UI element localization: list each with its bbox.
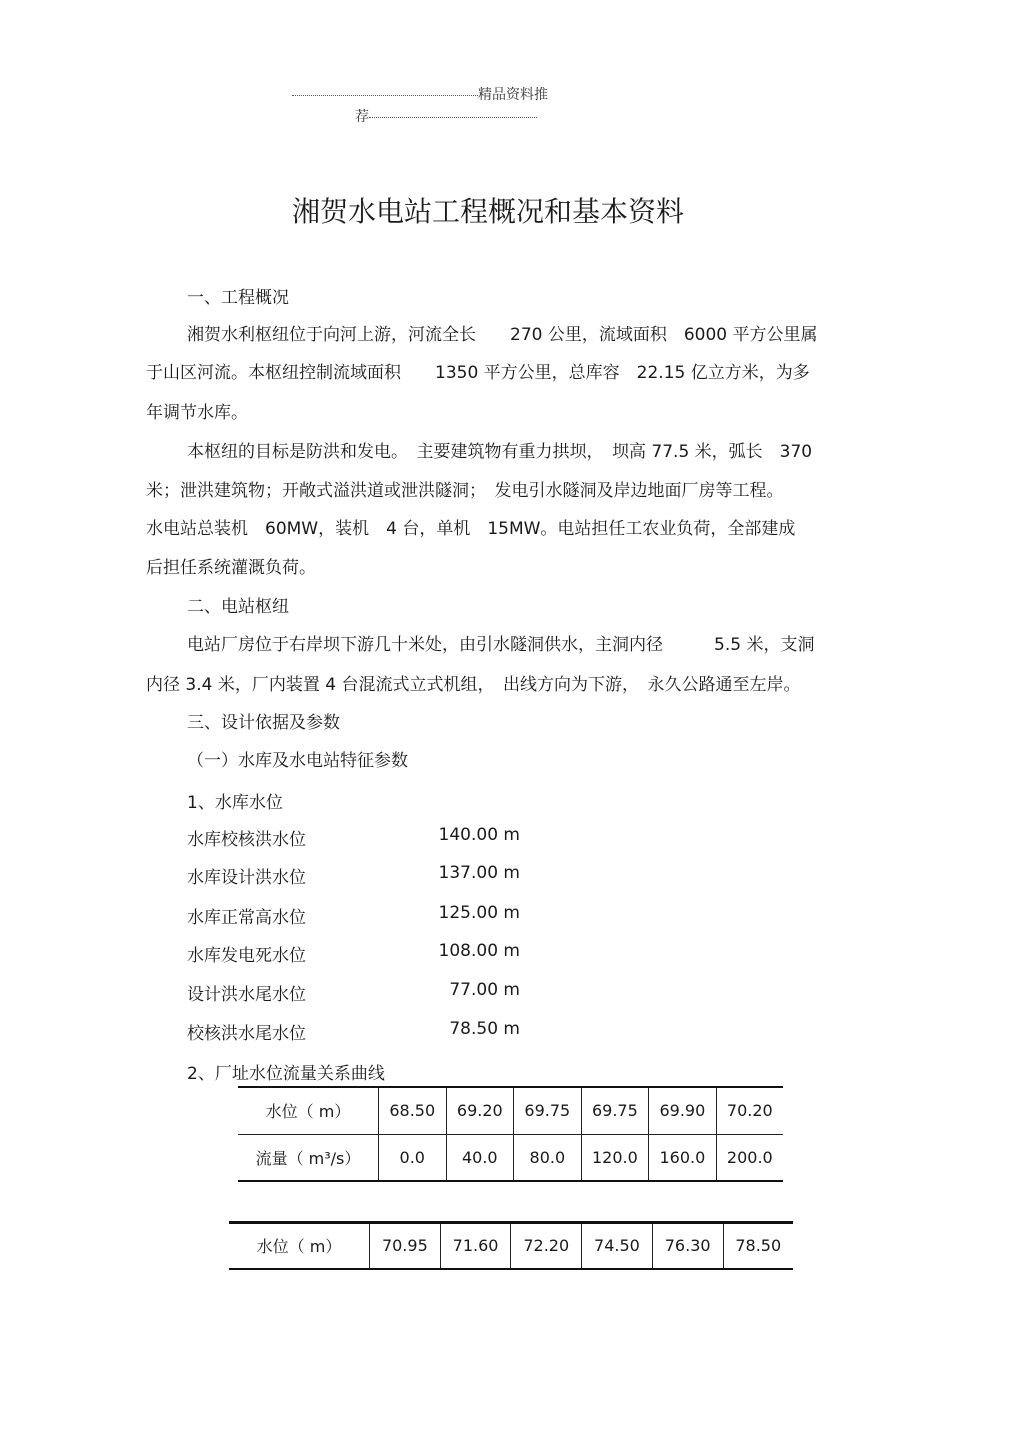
table-cell: 80.0 bbox=[514, 1134, 582, 1181]
table-cell: 76.30 bbox=[652, 1223, 723, 1269]
table-cell: 70.95 bbox=[370, 1223, 441, 1269]
water-level-label: 设计洪水尾水位 bbox=[187, 985, 306, 1005]
table-cell: 200.0 bbox=[716, 1134, 783, 1181]
section-1-para-1-line-3: 年调节水库。 bbox=[146, 403, 248, 423]
page-header-line1 bbox=[292, 84, 548, 104]
table-cell: 69.90 bbox=[649, 1087, 717, 1134]
section-1-para-2-line-4: 后担任系统灌溉负荷。 bbox=[146, 558, 316, 578]
table-row bbox=[238, 1087, 783, 1134]
header-dots-right bbox=[369, 117, 537, 118]
reservoir-level-heading: 1、水库水位 bbox=[187, 793, 283, 813]
water-level-value: 125.00 m bbox=[438, 903, 520, 923]
table-cell: 69.75 bbox=[514, 1087, 582, 1134]
water-level-label: 水库设计洪水位 bbox=[187, 868, 306, 888]
section-1-para-2-line-2: 米；泄洪建筑物；开敞式溢洪道或泄洪隧洞； 发电引水隧洞及岸边地面厂房等工程。 bbox=[146, 481, 784, 501]
table-cell: 71.60 bbox=[440, 1223, 511, 1269]
table-cell: 69.20 bbox=[446, 1087, 514, 1134]
section-1-para-1-line-2: 于山区河流。本枢纽控制流域面积 1350 平方公里，总库容 22.15 亿立方米，为多 bbox=[146, 363, 810, 383]
table-row-label: 水位（ m） bbox=[229, 1223, 370, 1269]
water-level-label: 校核洪水尾水位 bbox=[187, 1024, 306, 1044]
table-cell: 72.20 bbox=[511, 1223, 582, 1269]
table-row-label: 水位（ m） bbox=[238, 1087, 379, 1134]
water-level-value: 78.50 m bbox=[449, 1019, 520, 1039]
table-cell: 40.0 bbox=[446, 1134, 514, 1181]
section-2-para-line-2: 内径 3.4 米，厂内装置 4 台混流式立式机组， 出线方向为下游， 永久公路通至左岸。 bbox=[146, 675, 801, 695]
water-level-value: 137.00 m bbox=[438, 863, 520, 883]
table-cell: 69.75 bbox=[581, 1087, 649, 1134]
table-cell: 74.50 bbox=[582, 1223, 653, 1269]
header-dots-left bbox=[292, 95, 478, 96]
document-title: 湘贺水电站工程概况和基本资料 bbox=[291, 195, 684, 228]
table-row bbox=[238, 1134, 783, 1181]
water-level-label: 水库发电死水位 bbox=[187, 946, 306, 966]
table-cell: 120.0 bbox=[581, 1134, 649, 1181]
section-1-para-2-line-1: 本枢纽的目标是防洪和发电。 主要建筑物有重力拱坝， 坝高 77.5 米，弧长 370 bbox=[187, 442, 813, 462]
table-cell: 70.20 bbox=[716, 1087, 783, 1134]
water-level-value: 77.00 m bbox=[449, 980, 520, 1000]
section-1-para-2-line-3: 水电站总装机 60MW，装机 4 台，单机 15MW。电站担任工农业负荷，全部建成 bbox=[146, 519, 796, 539]
table-row-label: 流量（ m³/s） bbox=[238, 1134, 379, 1181]
section-1-para-1-line-1: 湘贺水利枢纽位于向河上游，河流全长 270 公里，流域面积 6000 平方公里属 bbox=[187, 325, 818, 345]
table-cell: 68.50 bbox=[379, 1087, 447, 1134]
stage-discharge-table-1 bbox=[238, 1086, 783, 1182]
section-2-heading: 二、电站枢纽 bbox=[187, 597, 289, 617]
water-level-value: 108.00 m bbox=[438, 941, 520, 961]
table-cell: 0.0 bbox=[379, 1134, 447, 1181]
water-level-label: 水库正常高水位 bbox=[187, 908, 306, 928]
header-text-2: 荐 bbox=[355, 109, 369, 125]
stage-discharge-table-2 bbox=[229, 1221, 793, 1270]
table-cell: 78.50 bbox=[723, 1223, 793, 1269]
table-row bbox=[229, 1223, 793, 1269]
page-header-line2 bbox=[355, 106, 537, 126]
section-2-para-line-1: 电站厂房位于右岸坝下游几十米处，由引水隧洞供水，主洞内径 5.5 米，支洞 bbox=[187, 635, 815, 655]
header-text-1: 精品资料推 bbox=[478, 87, 548, 103]
stage-discharge-heading: 2、厂址水位流量关系曲线 bbox=[187, 1064, 385, 1084]
table-cell: 160.0 bbox=[649, 1134, 717, 1181]
water-level-value: 140.00 m bbox=[438, 825, 520, 845]
section-1-heading: 一、工程概况 bbox=[187, 288, 289, 308]
water-level-label: 水库校核洪水位 bbox=[187, 830, 306, 850]
section-3-subheading: （一）水库及水电站特征参数 bbox=[187, 751, 408, 771]
section-3-heading: 三、设计依据及参数 bbox=[187, 713, 340, 733]
